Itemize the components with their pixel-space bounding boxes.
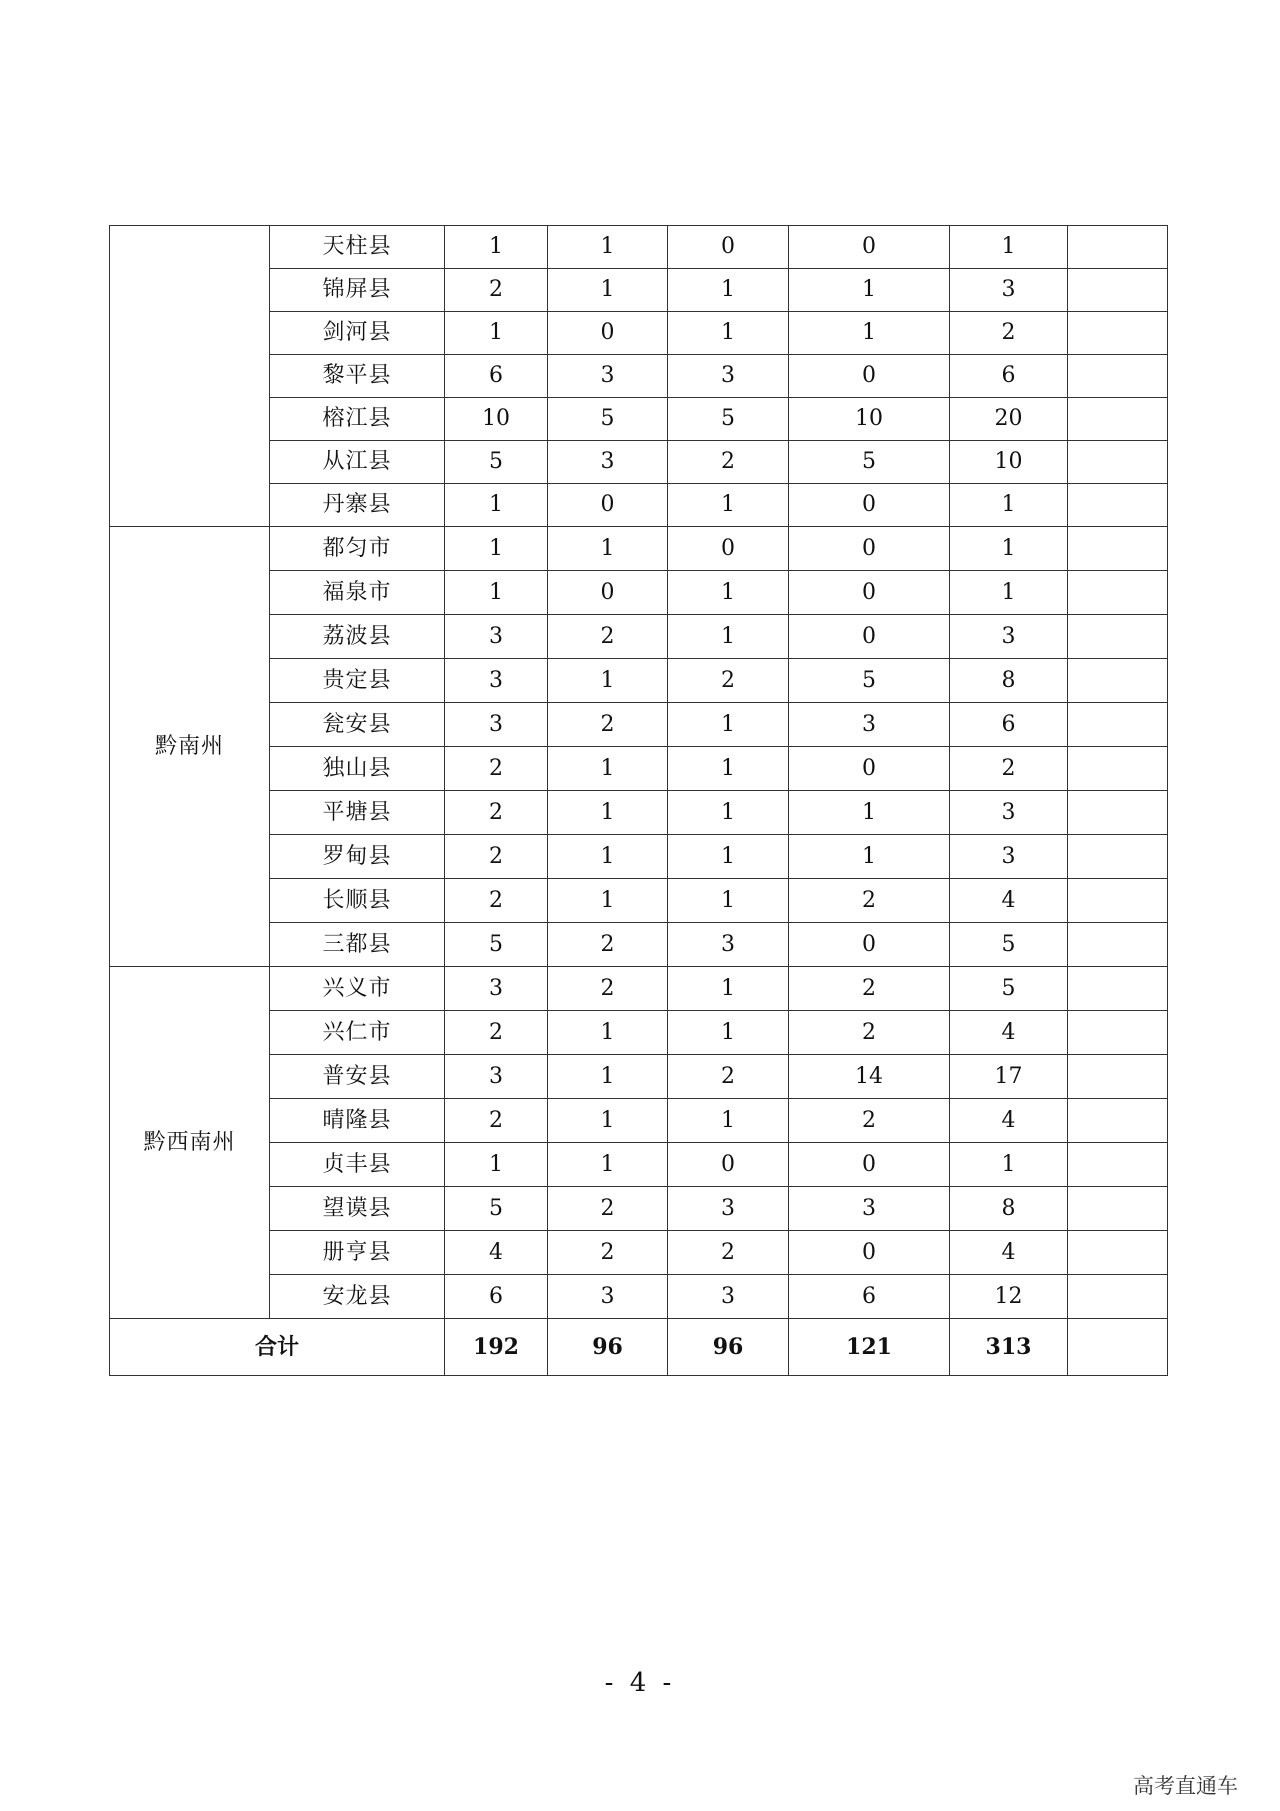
value-cell <box>1068 355 1168 398</box>
value-cell: 0 <box>789 1143 950 1187</box>
value-cell: 3 <box>548 355 668 398</box>
county-cell: 晴隆县 <box>270 1099 445 1143</box>
value-cell: 6 <box>950 703 1068 747</box>
value-cell: 1 <box>950 484 1068 527</box>
value-cell: 12 <box>950 1275 1068 1319</box>
value-cell: 1 <box>548 226 668 269</box>
county-cell: 从江县 <box>270 441 445 484</box>
value-cell: 1 <box>668 269 789 312</box>
value-cell <box>1068 967 1168 1011</box>
value-cell: 0 <box>789 571 950 615</box>
total-value-cell: 96 <box>668 1319 789 1376</box>
county-cell: 独山县 <box>270 747 445 791</box>
value-cell <box>1068 659 1168 703</box>
value-cell: 1 <box>950 571 1068 615</box>
value-cell: 1 <box>668 879 789 923</box>
table-row <box>110 967 1168 1011</box>
value-cell: 4 <box>445 1231 548 1275</box>
value-cell: 1 <box>548 791 668 835</box>
value-cell: 1 <box>668 747 789 791</box>
value-cell <box>1068 484 1168 527</box>
value-cell: 3 <box>950 269 1068 312</box>
region-cell: 黔西南州 <box>110 967 270 1319</box>
value-cell: 1 <box>668 1011 789 1055</box>
value-cell: 1 <box>668 484 789 527</box>
value-cell: 2 <box>668 1055 789 1099</box>
value-cell: 1 <box>789 791 950 835</box>
value-cell: 5 <box>668 398 789 441</box>
value-cell: 20 <box>950 398 1068 441</box>
value-cell <box>1068 441 1168 484</box>
county-cell: 丹寨县 <box>270 484 445 527</box>
value-cell: 6 <box>789 1275 950 1319</box>
value-cell <box>1068 835 1168 879</box>
value-cell <box>1068 1143 1168 1187</box>
value-cell: 1 <box>548 747 668 791</box>
value-cell: 5 <box>445 1187 548 1231</box>
value-cell: 3 <box>445 1055 548 1099</box>
value-cell: 5 <box>789 659 950 703</box>
value-cell <box>1068 923 1168 967</box>
value-cell: 0 <box>789 226 950 269</box>
value-cell: 1 <box>668 1099 789 1143</box>
value-cell <box>1068 226 1168 269</box>
value-cell: 3 <box>950 791 1068 835</box>
value-cell <box>1068 1275 1168 1319</box>
value-cell: 2 <box>789 967 950 1011</box>
value-cell: 1 <box>789 312 950 355</box>
total-row <box>110 1319 1168 1376</box>
value-cell: 1 <box>789 269 950 312</box>
page-number: - 4 - <box>604 1668 676 1698</box>
value-cell: 1 <box>668 967 789 1011</box>
value-cell: 17 <box>950 1055 1068 1099</box>
value-cell: 1 <box>668 615 789 659</box>
value-cell: 2 <box>548 703 668 747</box>
region-cell <box>110 226 270 527</box>
value-cell: 4 <box>950 1099 1068 1143</box>
value-cell: 2 <box>445 747 548 791</box>
value-cell: 1 <box>445 571 548 615</box>
county-cell: 福泉市 <box>270 571 445 615</box>
value-cell: 10 <box>789 398 950 441</box>
value-cell: 0 <box>789 923 950 967</box>
value-cell: 14 <box>789 1055 950 1099</box>
county-cell: 瓮安县 <box>270 703 445 747</box>
value-cell: 1 <box>445 484 548 527</box>
value-cell: 0 <box>548 484 668 527</box>
quota-table <box>109 225 1168 1376</box>
value-cell: 1 <box>548 659 668 703</box>
value-cell: 0 <box>789 527 950 571</box>
value-cell: 1 <box>668 703 789 747</box>
value-cell: 1 <box>950 226 1068 269</box>
total-value-cell: 313 <box>950 1319 1068 1376</box>
value-cell <box>1068 1011 1168 1055</box>
county-cell: 兴义市 <box>270 967 445 1011</box>
value-cell: 0 <box>548 312 668 355</box>
value-cell: 4 <box>950 879 1068 923</box>
value-cell: 3 <box>548 441 668 484</box>
value-cell: 3 <box>668 355 789 398</box>
value-cell <box>1068 791 1168 835</box>
value-cell: 3 <box>668 1187 789 1231</box>
value-cell: 3 <box>548 1275 668 1319</box>
value-cell: 5 <box>789 441 950 484</box>
value-cell: 2 <box>445 269 548 312</box>
value-cell: 8 <box>950 659 1068 703</box>
value-cell <box>1068 1231 1168 1275</box>
value-cell: 2 <box>445 835 548 879</box>
watermark-text: 高考直通车 <box>1133 1774 1238 1798</box>
value-cell: 3 <box>445 615 548 659</box>
value-cell: 3 <box>668 923 789 967</box>
value-cell: 0 <box>668 226 789 269</box>
value-cell <box>1068 1099 1168 1143</box>
value-cell: 1 <box>445 527 548 571</box>
total-label: 合计 <box>110 1319 445 1376</box>
value-cell: 1 <box>668 835 789 879</box>
value-cell: 3 <box>445 703 548 747</box>
value-cell: 3 <box>789 703 950 747</box>
value-cell: 2 <box>789 879 950 923</box>
value-cell: 3 <box>789 1187 950 1231</box>
value-cell: 3 <box>445 967 548 1011</box>
value-cell: 2 <box>950 312 1068 355</box>
value-cell: 0 <box>548 571 668 615</box>
value-cell <box>1068 269 1168 312</box>
value-cell: 1 <box>548 269 668 312</box>
value-cell: 1 <box>668 571 789 615</box>
value-cell: 8 <box>950 1187 1068 1231</box>
value-cell <box>1068 1055 1168 1099</box>
value-cell: 0 <box>789 1231 950 1275</box>
county-cell: 三都县 <box>270 923 445 967</box>
value-cell: 4 <box>950 1011 1068 1055</box>
value-cell: 0 <box>789 747 950 791</box>
value-cell: 3 <box>445 659 548 703</box>
value-cell: 1 <box>668 312 789 355</box>
value-cell: 2 <box>548 967 668 1011</box>
value-cell: 1 <box>668 791 789 835</box>
value-cell: 1 <box>548 1099 668 1143</box>
value-cell: 1 <box>548 1055 668 1099</box>
county-cell: 安龙县 <box>270 1275 445 1319</box>
county-cell: 望谟县 <box>270 1187 445 1231</box>
county-cell: 都匀市 <box>270 527 445 571</box>
value-cell <box>1068 571 1168 615</box>
county-cell: 册亨县 <box>270 1231 445 1275</box>
table-row <box>110 226 1168 269</box>
value-cell: 1 <box>950 527 1068 571</box>
value-cell <box>1068 879 1168 923</box>
value-cell: 10 <box>445 398 548 441</box>
value-cell: 1 <box>548 527 668 571</box>
value-cell: 2 <box>548 615 668 659</box>
value-cell <box>1068 703 1168 747</box>
value-cell: 2 <box>668 659 789 703</box>
value-cell <box>1068 1187 1168 1231</box>
county-cell: 平塘县 <box>270 791 445 835</box>
value-cell: 0 <box>668 527 789 571</box>
county-cell: 天柱县 <box>270 226 445 269</box>
value-cell: 2 <box>789 1099 950 1143</box>
county-cell: 普安县 <box>270 1055 445 1099</box>
county-cell: 黎平县 <box>270 355 445 398</box>
value-cell: 2 <box>548 923 668 967</box>
county-cell: 剑河县 <box>270 312 445 355</box>
value-cell: 6 <box>445 355 548 398</box>
value-cell: 2 <box>445 791 548 835</box>
total-value-cell: 192 <box>445 1319 548 1376</box>
total-value-cell: 96 <box>548 1319 668 1376</box>
county-cell: 荔波县 <box>270 615 445 659</box>
county-cell: 贵定县 <box>270 659 445 703</box>
value-cell: 2 <box>445 1099 548 1143</box>
value-cell: 2 <box>445 1011 548 1055</box>
value-cell: 1 <box>548 835 668 879</box>
county-cell: 兴仁市 <box>270 1011 445 1055</box>
value-cell: 4 <box>950 1231 1068 1275</box>
value-cell: 0 <box>789 355 950 398</box>
value-cell: 0 <box>789 615 950 659</box>
value-cell: 6 <box>445 1275 548 1319</box>
value-cell: 3 <box>950 615 1068 659</box>
value-cell: 1 <box>548 1143 668 1187</box>
county-cell: 锦屏县 <box>270 269 445 312</box>
value-cell: 1 <box>445 226 548 269</box>
value-cell: 1 <box>548 879 668 923</box>
value-cell: 10 <box>950 441 1068 484</box>
value-cell: 0 <box>789 484 950 527</box>
value-cell: 2 <box>548 1187 668 1231</box>
value-cell: 5 <box>950 967 1068 1011</box>
value-cell: 5 <box>950 923 1068 967</box>
county-cell: 长顺县 <box>270 879 445 923</box>
value-cell: 1 <box>950 1143 1068 1187</box>
county-cell: 榕江县 <box>270 398 445 441</box>
region-cell: 黔南州 <box>110 527 270 967</box>
value-cell <box>1068 527 1168 571</box>
value-cell: 2 <box>548 1231 668 1275</box>
table-row <box>110 527 1168 571</box>
value-cell <box>1068 398 1168 441</box>
value-cell: 1 <box>789 835 950 879</box>
value-cell: 6 <box>950 355 1068 398</box>
table-body <box>110 226 1168 1376</box>
value-cell: 3 <box>668 1275 789 1319</box>
value-cell: 1 <box>445 312 548 355</box>
value-cell: 1 <box>445 1143 548 1187</box>
value-cell: 5 <box>548 398 668 441</box>
value-cell: 1 <box>548 1011 668 1055</box>
value-cell <box>1068 747 1168 791</box>
value-cell: 2 <box>445 879 548 923</box>
value-cell: 0 <box>668 1143 789 1187</box>
value-cell <box>1068 312 1168 355</box>
value-cell: 2 <box>789 1011 950 1055</box>
county-cell: 贞丰县 <box>270 1143 445 1187</box>
total-value-cell: 121 <box>789 1319 950 1376</box>
value-cell: 2 <box>668 441 789 484</box>
value-cell: 5 <box>445 441 548 484</box>
county-cell: 罗甸县 <box>270 835 445 879</box>
total-value-cell <box>1068 1319 1168 1376</box>
value-cell: 2 <box>950 747 1068 791</box>
value-cell: 2 <box>668 1231 789 1275</box>
value-cell <box>1068 615 1168 659</box>
value-cell: 3 <box>950 835 1068 879</box>
value-cell: 5 <box>445 923 548 967</box>
